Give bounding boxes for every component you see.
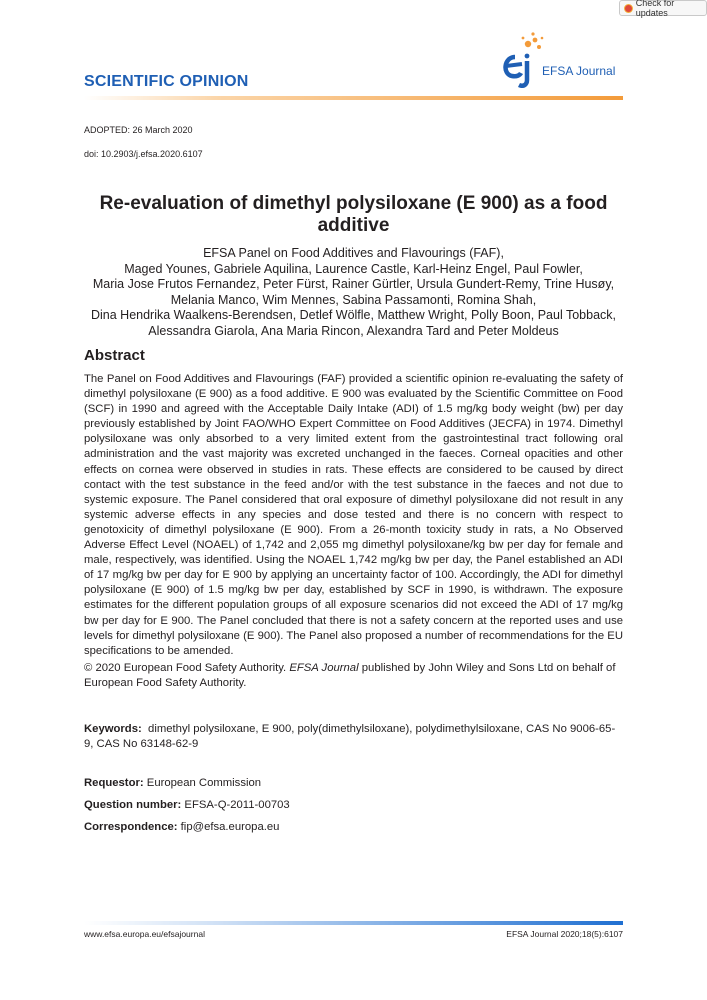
author-list xyxy=(84,246,623,339)
copyright-suffix: published by John Wiley and Sons Ltd on behalf of European Food Safety Authority. xyxy=(84,662,616,690)
title-line-2: additive xyxy=(317,215,390,236)
footer-url[interactable]: www.efsa.europa.eu/efsajournal xyxy=(84,929,205,939)
question-number-label: Question number: xyxy=(84,799,182,811)
header-divider xyxy=(84,96,623,100)
efsa-logo-icon xyxy=(498,30,546,88)
copyright-prefix: © 2020 European Food Safety Authority. xyxy=(84,662,287,674)
requestor xyxy=(84,777,261,789)
keywords-label: Keywords: xyxy=(84,723,142,735)
author-line: Dina Hendrika Waalkens-Berendsen, Detlef Wölfle, Matthew Wright, Polly Boon, Paul Tobback, xyxy=(90,308,617,322)
correspondence-email[interactable]: fip@efsa.europa.eu xyxy=(180,821,280,833)
copyright-notice xyxy=(84,661,623,691)
correspondence xyxy=(84,821,279,833)
requestor-value: European Commission xyxy=(146,777,262,789)
efsa-journal-logo xyxy=(498,30,628,88)
author-line: Alessandra Giarola, Ana Maria Rincon, Alexandra Tard and Peter Moldeus xyxy=(148,323,559,338)
doi: doi: 10.2903/j.efsa.2020.6107 xyxy=(84,149,203,159)
footer-divider xyxy=(84,921,623,925)
check-for-updates-label: Check for updates xyxy=(635,0,675,18)
abstract-heading: Abstract xyxy=(84,347,145,364)
title-line-1: Re-evaluation of dimethyl polysiloxane (E 900) as a food xyxy=(99,193,608,214)
requestor-label: Requestor: xyxy=(84,777,144,789)
abstract-text: The Panel on Food Additives and Flavourings (FAF) provided a scientific opinion re-evaluating the safety of dimethyl polysiloxane (E 900) as a food additive. E 900 was evaluated by the Scientific Committee on Food (SCF) in 1990 and agreed with the Acceptable Daily Intake (ADI) of 1.5 mg/kg body weight (bw) per day previously established by Joint FAO/WHO Expert Committee on Food Additives (JECFA) in 1974. Dimethyl polysiloxane was only absorbed to a very limited extent from the gastrointestinal tract following oral administration and the vast majority was excreted unchanged in the faeces. Corneal opacities and other effects on cornea were observed in studies in rats. These effects are considered to be caused by direct contact with the test substance in the feed and/or with the test substance in the faeces and not due to systemic exposure. The Panel considered that oral exposure of dimethyl polysiloxane did not result in any systemic adverse effects in any species and dose tested and there is no concern with respect to genotoxicity of dimethyl polysiloxane (E 900). From a 26-month toxicity study in rats, a No Observed Adverse Effect Level (NOAEL) of 1,742 and 2,055 mg dimethyl polysiloxane/kg bw per day for female and male, respectively, was identified. Using the NOAEL 1,742 mg/kg bw per day, the Panel established an ADI of 17 mg/kg bw per day for E 900 by applying an uncertainty factor of 100. Accordingly, the ADI for dimethyl polysiloxane (E 900) of 1.5 mg/kg bw per day, established by SCF in 1990, is withdrawn. The exposure estimates for the different population groups of all exposure scenarios did not exceed the ADI of 17 mg/kg bw per day for E 900. The Panel concluded that there is not a safety concern at the reported uses and use levels for dimethyl polysiloxane (E 900). The Panel also proposed a number of recommendations for the EU specifications to be amended. xyxy=(84,373,623,657)
adopted-date: ADOPTED: 26 March 2020 xyxy=(84,125,193,135)
crossmark-icon xyxy=(624,4,633,13)
author-line: EFSA Panel on Food Additives and Flavourings (FAF), xyxy=(203,246,504,260)
author-line: Melania Manco, Wim Mennes, Sabina Passamonti, Romina Shah, xyxy=(170,292,537,307)
article-title xyxy=(84,193,623,237)
question-number-value: EFSA-Q-2011-00703 xyxy=(184,799,290,811)
footer-citation: EFSA Journal 2020;18(5):6107 xyxy=(506,929,623,939)
correspondence-label: Correspondence: xyxy=(84,821,178,833)
journal-name: EFSA Journal xyxy=(289,662,359,674)
author-line: Maria Jose Frutos Fernandez, Peter Fürst, Rainer Gürtler, Ursula Gundert-Remy, Trine Husøy, xyxy=(92,277,615,291)
logo-text: EFSA Journal xyxy=(542,64,616,78)
keywords xyxy=(84,722,623,752)
keywords-value: dimethyl polysiloxane, E 900, poly(dimethylsiloxane), polydimethylsiloxane, CAS No 9006-65-9, CAS No 63148-62-9 xyxy=(84,723,616,751)
author-line: Maged Younes, Gabriele Aquilina, Laurence Castle, Karl-Heinz Engel, Paul Fowler, xyxy=(124,261,583,276)
section-label: SCIENTIFIC OPINION xyxy=(84,73,249,90)
question-number xyxy=(84,799,290,811)
check-for-updates-button[interactable] xyxy=(619,0,707,16)
